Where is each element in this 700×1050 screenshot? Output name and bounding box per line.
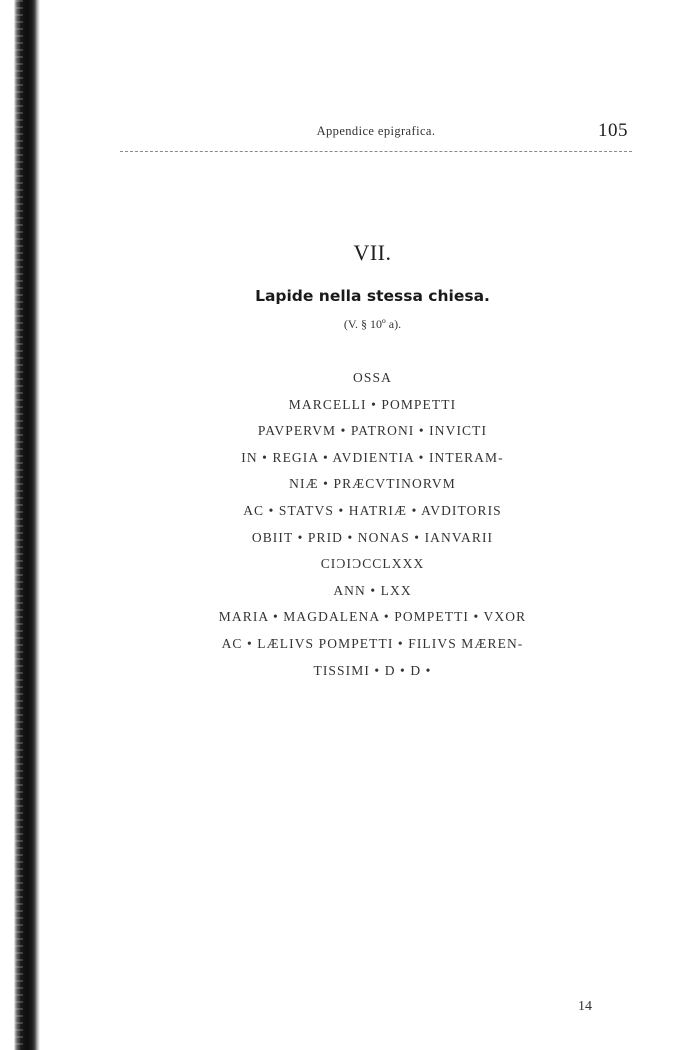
inscription-line: OBIIT • PRID • NONAS • IANVARII: [251, 529, 494, 545]
inscription-line: PAVPERVM • PATRONI • INVICTI: [257, 423, 488, 439]
section-number: VII.: [353, 240, 392, 265]
running-title: Appendice epigrafica.: [316, 124, 436, 138]
inscription-line: AC • STATVS • HATRIÆ • AVDITORIS: [243, 502, 502, 518]
inscription-line: NIÆ • PRÆCVTINORVM: [289, 476, 456, 492]
inscription-line: CIƆIƆCCLXXX: [320, 556, 425, 572]
signature-mark: 14: [578, 999, 592, 1014]
section-reference: (V. § 10º a).: [343, 317, 402, 331]
inscription-line: IN • REGIA • AVDIENTIA • INTERAM-: [241, 449, 504, 465]
section-heading: Lapide nella stessa chiesa.: [255, 287, 490, 305]
inscription-line: OSSA: [353, 370, 392, 385]
inscription-line: MARIA • MAGDALENA • POMPETTI • VXOR: [218, 609, 527, 625]
inscription-line: ANN • LXX: [333, 582, 412, 598]
inscription-line: AC • LÆLIVS POMPETTI • FILIVS MÆREN-: [221, 635, 524, 651]
header-rule: [120, 151, 632, 152]
page-number: 105: [598, 120, 628, 141]
inscription: [0, 365, 700, 684]
inscription-line: MARCELLI • POMPETTI: [288, 396, 457, 412]
inscription-line: TISSIMI • D • D •: [313, 662, 432, 678]
running-head: [120, 120, 632, 144]
